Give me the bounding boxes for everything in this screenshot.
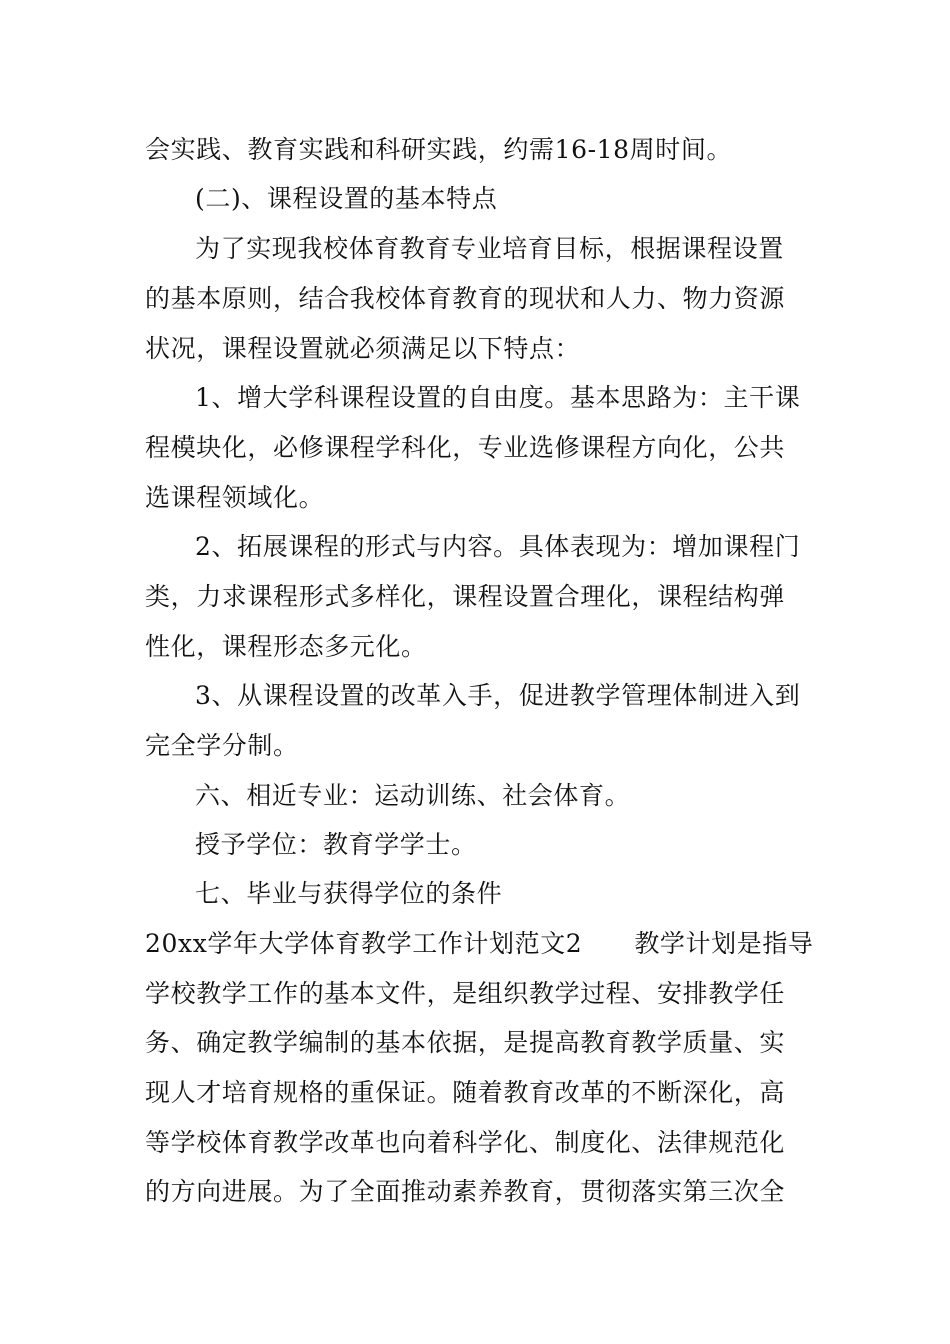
document-title-line xyxy=(145,924,815,964)
text-fragment: 教学计划是指导 xyxy=(634,929,814,958)
text-line: 六、相近专业：运动训练、社会体育。 xyxy=(195,781,631,810)
section-heading: (二)、课程设置的基本特点 xyxy=(195,184,498,213)
text-line: 性化，课程形态多元化。 xyxy=(145,632,427,661)
text-line: 的方向进展。为了全面推动素养教育，贯彻落实第三次全 xyxy=(145,1177,786,1206)
text-line: 现人才培育规格的重保证。随着教育改革的不断深化，高 xyxy=(145,1078,786,1107)
text-line: 等学校体育教学改革也向着科学化、制度化、法律规范化 xyxy=(145,1128,786,1157)
text-line: 状况，课程设置就必须满足以下特点： xyxy=(145,334,581,363)
text-line: 学校教学工作的基本文件，是组织教学过程、安排教学任 xyxy=(145,979,786,1008)
text-line: 类，力求课程形式多样化，课程设置合理化，课程结构弹 xyxy=(145,582,786,611)
text-line: 3、从课程设置的改革入手，促进教学管理体制进入到 xyxy=(195,681,801,710)
text-line: 会实践、教育实践和科研实践，约需16-18周时间。 xyxy=(145,135,733,164)
text-line: 授予学位：教育学学士。 xyxy=(195,830,477,859)
text-line: 2、拓展课程的形式与内容。具体表现为：增加课程门 xyxy=(195,532,801,561)
text-line: 选课程领域化。 xyxy=(145,483,325,512)
text-line: 1、增大学科课程设置的自由度。基本思路为：主干课 xyxy=(195,383,801,412)
text-line: 完全学分制。 xyxy=(145,731,299,760)
section-heading: 七、毕业与获得学位的条件 xyxy=(195,879,503,908)
text-line: 为了实现我校体育教育专业培育目标，根据课程设置 xyxy=(195,234,784,263)
text-line: 的基本原则，结合我校体育教育的现状和人力、物力资源 xyxy=(145,284,786,313)
text-line: 程模块化，必修课程学科化，专业选修课程方向化，公共 xyxy=(145,433,786,462)
text-line: 务、确定教学编制的基本依据，是提高教育教学质量、实 xyxy=(145,1028,786,1057)
document-title: 20xx学年大学体育教学工作计划范文2 xyxy=(145,929,583,958)
